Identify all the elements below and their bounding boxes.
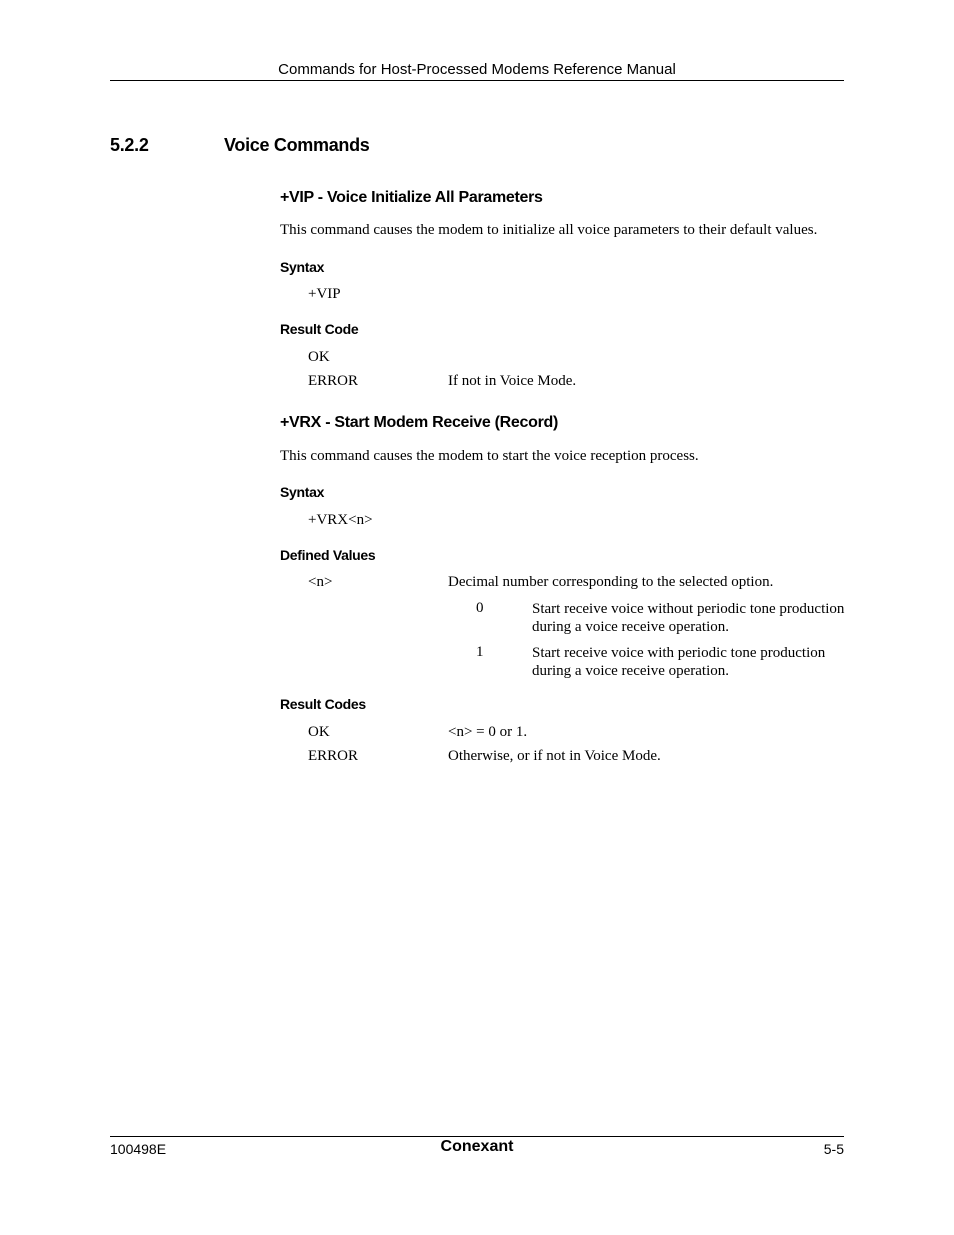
vip-result-heading: Result Code <box>280 321 359 337</box>
vip-result-desc: If not in Voice Mode. <box>448 373 577 389</box>
vrx-result-heading: Result Codes <box>280 696 366 712</box>
footer-rule <box>110 1136 844 1137</box>
vrx-syntax-heading: Syntax <box>280 484 325 500</box>
header-rule <box>110 80 844 81</box>
vrx-defined-values-heading: Defined Values <box>280 547 376 563</box>
vrx-result-code: OK <box>308 724 330 740</box>
footer-doc-number: 100498E <box>110 1141 167 1157</box>
vrx-syntax: +VRX<n> <box>308 512 373 528</box>
footer-page-number: 5-5 <box>823 1141 844 1157</box>
vrx-result-desc: <n> = 0 or 1. <box>448 724 528 740</box>
vip-description: This command causes the modem to initialize all voice parameters to their default values. <box>280 222 818 238</box>
vrx-param-desc: Decimal number corresponding to the selected option. <box>448 574 774 590</box>
vip-title: +VIP - Voice Initialize All Parameters <box>280 189 543 206</box>
vrx-title: +VRX - Start Modem Receive (Record) <box>280 414 559 431</box>
vrx-param-name: <n> <box>308 574 333 590</box>
vrx-result-code: ERROR <box>308 748 359 764</box>
vrx-option-desc: Start receive voice without periodic tone production during a voice receive operation. <box>532 601 845 635</box>
vrx-option-value: 0 <box>476 600 484 616</box>
footer-company: Conexant <box>440 1138 514 1155</box>
running-header: Commands for Host-Processed Modems Reference Manual <box>278 61 676 78</box>
section-title: Voice Commands <box>224 135 370 155</box>
vip-result-code: OK <box>308 349 330 365</box>
section-number: 5.2.2 <box>110 135 149 155</box>
vrx-option-desc: Start receive voice with periodic tone production during a voice receive operation. <box>532 645 826 679</box>
vip-result-code: ERROR <box>308 373 359 389</box>
vip-syntax-heading: Syntax <box>280 259 325 275</box>
vrx-result-desc: Otherwise, or if not in Voice Mode. <box>448 748 661 764</box>
vip-syntax: +VIP <box>308 286 341 302</box>
vrx-option-value: 1 <box>476 644 484 660</box>
vrx-description: This command causes the modem to start the voice reception process. <box>280 448 699 464</box>
